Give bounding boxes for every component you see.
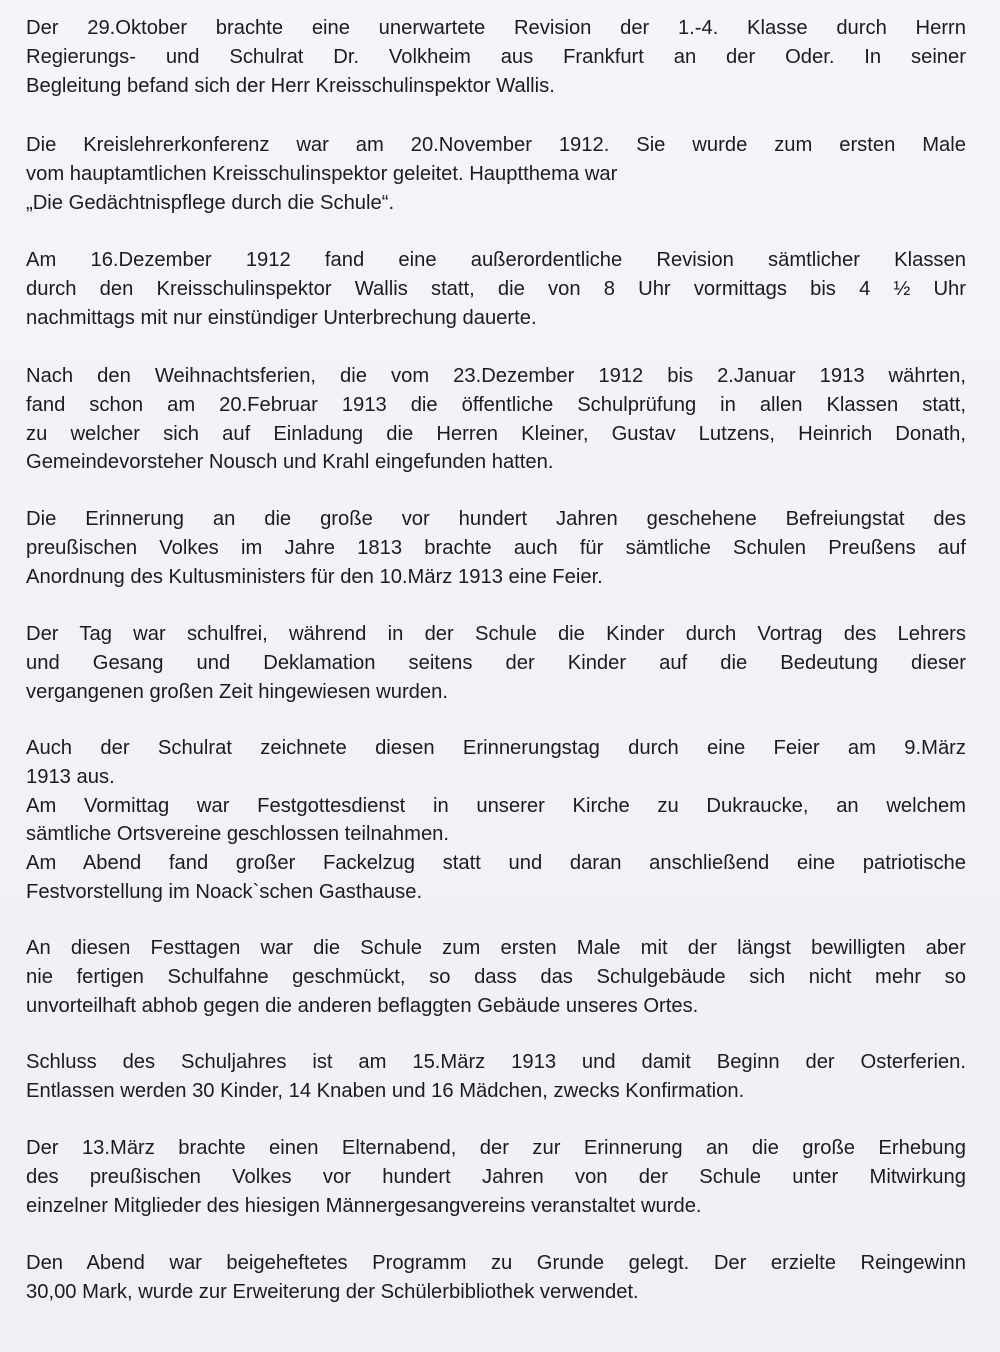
text-line: vergangenen großen Zeit hingewiesen wurden. (26, 680, 448, 703)
paragraph-kreislehrerkonferenz (26, 131, 966, 217)
text-line: „Die Gedächtnispflege durch die Schule“. (26, 191, 395, 214)
paragraph-schulfrei (26, 620, 966, 706)
text-line: des preußischen Volkes vor hundert Jahren von der Schule unter Mitwirkung (26, 1165, 966, 1188)
paragraph-programm-reingewinn (26, 1249, 966, 1307)
text-line: 1913 aus. (26, 765, 115, 788)
text-line: preußischen Volkes im Jahre 1813 brachte auch für sämtliche Schulen Preußens auf (26, 536, 966, 559)
text-line: Anordnung des Kultusministers für den 10.März 1913 eine Feier. (26, 565, 603, 588)
paragraph-revision-dezember (26, 246, 966, 332)
text-line: Die Erinnerung an die große vor hundert Jahren geschehene Befreiungstat des (26, 508, 966, 530)
text-line: einzelner Mitglieder des hiesigen Männergesangvereins veranstaltet wurde. (26, 1194, 702, 1217)
text-line: Der 13.März brachte einen Elternabend, der zur Erinnerung an die große Erhebung (26, 1137, 966, 1159)
text-line: vom hauptamtlichen Kreisschulinspektor geleitet. Hauptthema war (26, 162, 618, 185)
paragraph-schulpruefung (26, 362, 966, 477)
text-line: Der 29.Oktober brachte eine unerwartete Revision der 1.-4. Klasse durch Herrn (26, 17, 966, 39)
text-line: Die Kreislehrerkonferenz war am 20.November 1912. Sie wurde zum ersten Male (26, 134, 966, 156)
paragraph-revision-oktober (26, 14, 966, 100)
text-line: sämtliche Ortsvereine geschlossen teilnahmen. (26, 823, 450, 846)
text-line: Am Vormittag war Festgottesdienst in unserer Kirche zu Dukraucke, an welchem (26, 794, 966, 817)
text-line: durch den Kreisschulinspektor Wallis statt, die von 8 Uhr vormittags bis 4 ½ Uhr (26, 277, 966, 300)
text-line: Gemeindevorsteher Nousch und Krahl eingefunden hatten. (26, 451, 554, 474)
text-line: Entlassen werden 30 Kinder, 14 Knaben und 16 Mädchen, zwecks Konfirmation. (26, 1079, 745, 1102)
text-line: Am 16.Dezember 1912 fand eine außerordentliche Revision sämtlicher Klassen (26, 249, 966, 271)
paragraph-elternabend (26, 1134, 966, 1220)
text-line: fand schon am 20.Februar 1913 die öffentliche Schulprüfung in allen Klassen statt, (26, 393, 966, 416)
paragraph-schuljahresschluss (26, 1048, 966, 1106)
text-line: Begleitung befand sich der Herr Kreisschulinspektor Wallis. (26, 74, 555, 97)
text-line: zu welcher sich auf Einladung die Herren Kleiner, Gustav Lutzens, Heinrich Donath, (26, 422, 966, 445)
text-line: Nach den Weihnachtsferien, die vom 23.Dezember 1912 bis 2.Januar 1913 währten, (26, 365, 966, 387)
text-line: Den Abend war beigeheftetes Programm zu Grunde gelegt. Der erzielte Reingewinn (26, 1252, 966, 1274)
text-line: An diesen Festtagen war die Schule zum ersten Male mit der längst bewilligten aber (26, 937, 966, 959)
text-line: Auch der Schulrat zeichnete diesen Erinnerungstag durch eine Feier am 9.März (26, 737, 966, 759)
paragraph-befreiungstat (26, 505, 966, 591)
paragraph-schulfahne (26, 934, 966, 1020)
text-line: nie fertigen Schulfahne geschmückt, so dass das Schulgebäude sich nicht mehr so (26, 965, 966, 988)
text-line: 30,00 Mark, wurde zur Erweiterung der Schülerbibliothek verwendet. (26, 1280, 639, 1303)
text-line: Festvorstellung im Noack`schen Gasthause. (26, 880, 423, 903)
text-line: nachmittags mit nur einstündiger Unterbrechung dauerte. (26, 306, 537, 329)
text-line: Schluss des Schuljahres ist am 15.März 1913 und damit Beginn der Osterferien. (26, 1051, 966, 1073)
paragraph-erinnerungstag (26, 734, 966, 907)
text-line: Der Tag war schulfrei, während in der Schule die Kinder durch Vortrag des Lehrers (26, 623, 966, 645)
text-line: Regierungs- und Schulrat Dr. Volkheim aus Frankfurt an der Oder. In seiner (26, 45, 966, 68)
text-line: unvorteilhaft abhob gegen die anderen beflaggten Gebäude unseres Ortes. (26, 994, 699, 1017)
text-line: Am Abend fand großer Fackelzug statt und daran anschließend eine patriotische (26, 852, 966, 875)
text-line: und Gesang und Deklamation seitens der Kinder auf die Bedeutung dieser (26, 651, 966, 674)
